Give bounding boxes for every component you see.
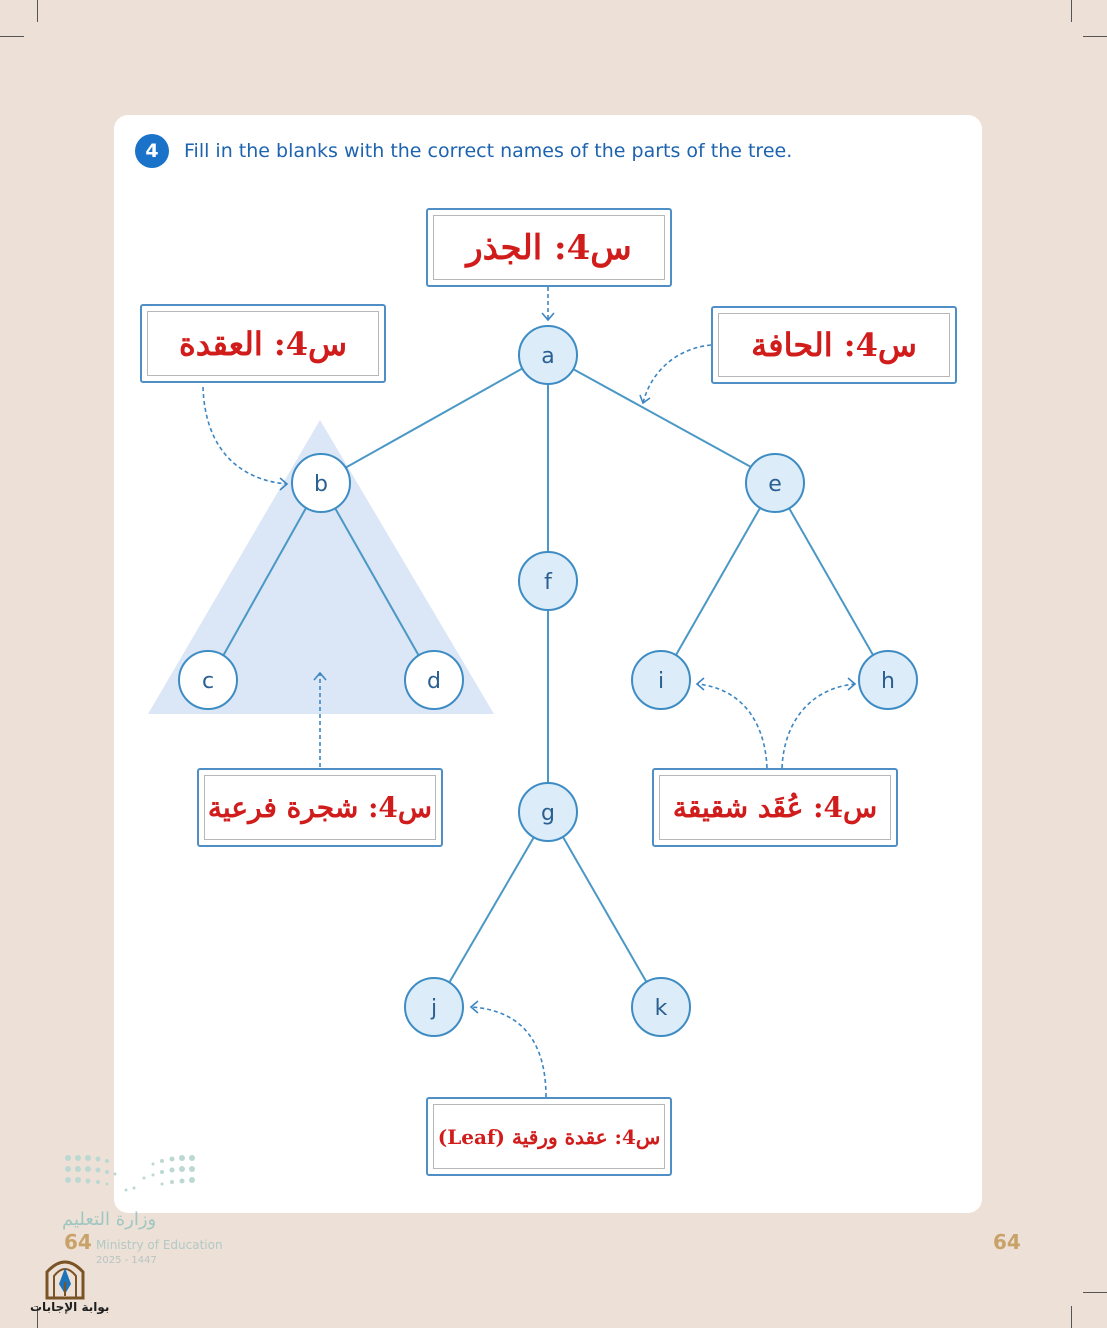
ministry-name-english: Ministry of Education xyxy=(96,1238,223,1252)
answer-root-text: س4: الجذر xyxy=(433,215,665,280)
tree-node-g xyxy=(519,783,577,841)
tree-node-a xyxy=(519,326,577,384)
arrow-sibling-h xyxy=(782,684,855,768)
node-label: c xyxy=(201,669,215,694)
node-label: d xyxy=(427,669,441,694)
node-label: e xyxy=(768,472,782,497)
site-name: بوابة الإجابات xyxy=(30,1300,110,1314)
edge-g-j xyxy=(449,837,534,983)
node-label: a xyxy=(541,344,555,369)
arrow-node xyxy=(203,387,287,484)
answer-box-subtree xyxy=(197,768,443,847)
node-label: j xyxy=(430,996,438,1021)
answer-box-edge xyxy=(711,306,957,384)
tree-node-d xyxy=(405,651,463,709)
tree-node-c xyxy=(179,651,237,709)
edge-e-i xyxy=(676,508,760,655)
answer-leaf-text: س4: عقدة ورقية (Leaf) xyxy=(433,1104,665,1169)
tree-node-j xyxy=(405,978,463,1036)
answer-box-siblings xyxy=(652,768,898,847)
page-number-left: 64 xyxy=(64,1230,92,1254)
node-label: i xyxy=(657,669,665,694)
tree-node-k xyxy=(632,978,690,1036)
arrow-leaf xyxy=(471,1007,546,1097)
tree-node-h xyxy=(859,651,917,709)
arrowhead xyxy=(640,395,650,403)
question-instruction: Fill in the blanks with the correct names of the parts of the tree. xyxy=(184,140,793,162)
question-number-badge: 4 xyxy=(135,134,169,168)
node-label: g xyxy=(541,801,555,826)
ministry-year: 2025 - 1447 xyxy=(96,1255,157,1266)
tree-node-f xyxy=(519,552,577,610)
answer-box-root xyxy=(426,208,672,287)
answer-node-text: س4: العقدة xyxy=(147,311,379,376)
node-label: k xyxy=(654,996,668,1021)
arrow-sibling-i xyxy=(697,684,767,768)
answer-subtree-text: س4: شجرة فرعية xyxy=(204,775,436,840)
edge-g-k xyxy=(563,837,647,983)
tree-node-e xyxy=(746,454,804,512)
node-label: f xyxy=(544,570,552,595)
page-number-right: 64 xyxy=(993,1230,1021,1254)
answer-box-leaf xyxy=(426,1097,672,1176)
tree-node-i xyxy=(632,651,690,709)
node-label: h xyxy=(881,669,895,694)
answer-box-node xyxy=(140,304,386,383)
edge-e-h xyxy=(789,508,873,655)
node-label: b xyxy=(314,472,328,497)
tree-node-b xyxy=(292,454,350,512)
ministry-name-arabic: وزارة التعليم xyxy=(62,1209,157,1230)
answer-edge-text: س4: الحافة xyxy=(718,313,950,377)
answer-siblings-text: س4: عُقَد شقيقة xyxy=(659,775,891,840)
arrow-edge xyxy=(643,345,711,403)
site-logo-icon xyxy=(44,1254,86,1300)
ministry-logo-dots xyxy=(60,1150,200,1200)
